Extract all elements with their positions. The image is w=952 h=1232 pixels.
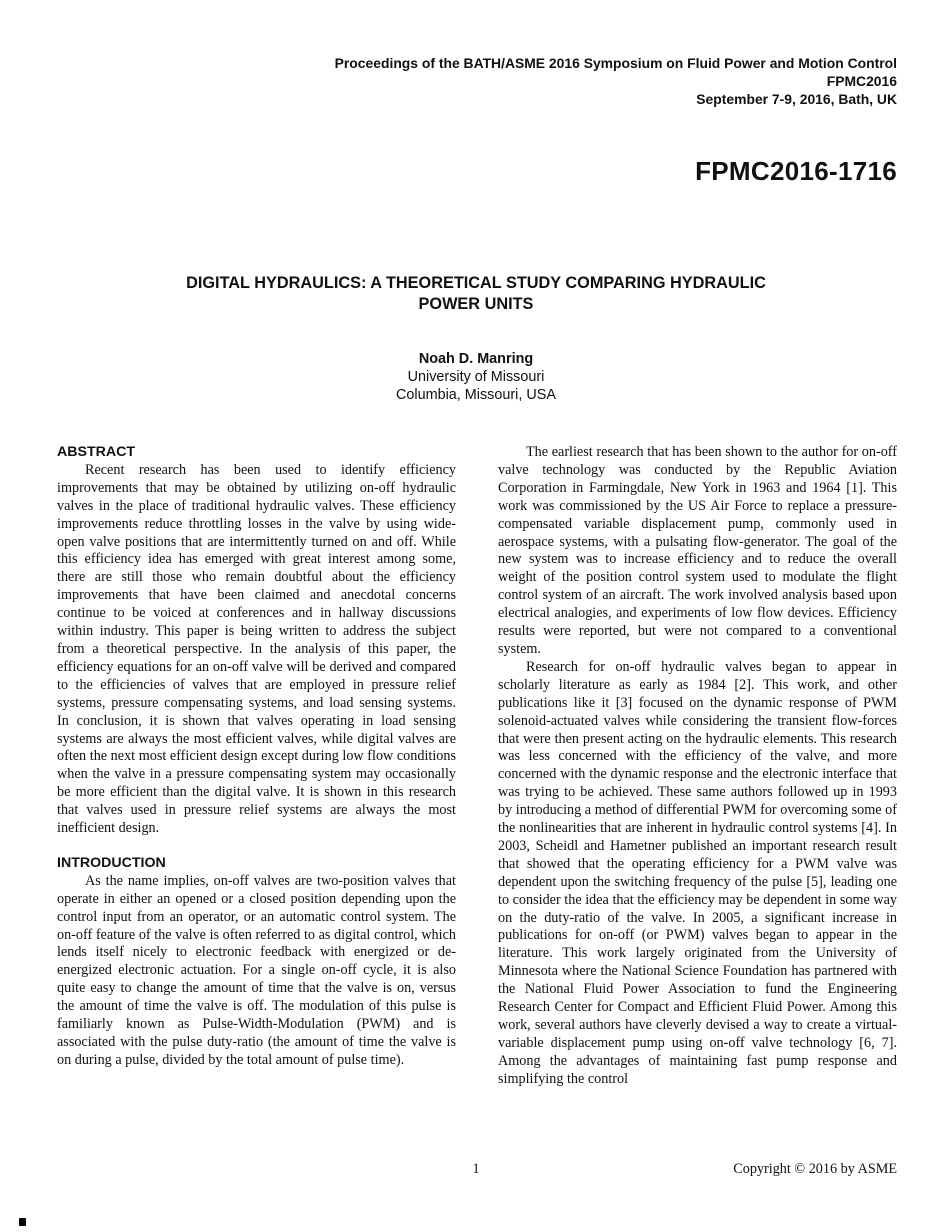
body-paragraph: The earliest research that has been shown to the author for on-off valve technology was conducted by the Republic Aviation Corporation in Farmingdale, New York in 1963 and 1964 [1]. This work was commissioned by the US Air Force to replace a pressure-compensated variable displacement pump, commonly used in aerospace systems, with a pulsating flow-generator. The goal of the new system was to increase efficiency and to reduce the overall weight of the position control system used to modulate the flight control system of an aircraft. The work involved analysis based upon electrical analogies, and experiments of low flow devices. Efficiency results were reported, but were not compared to a conventional system.: [498, 444, 897, 657]
paper-id: FPMC2016-1716: [695, 156, 897, 186]
copyright-notice: Copyright © 2016 by ASME: [733, 1161, 897, 1177]
paper-title: [100, 273, 852, 315]
page-number: 1: [472, 1161, 480, 1177]
author-name: Noah D. Manring: [418, 351, 534, 367]
conference-date-location: September 7-9, 2016, Bath, UK: [696, 91, 897, 107]
introduction-text: As the name implies, on-off valves are two-position valves that operate in either an opened or a closed position depending upon the control input from an operator, or an automatic control system. The on-off feature of the valve is often referred to as digital control, which lends itself nicely to electronic feedback with energized or de-energized electronic actuation. For a single on-off cycle, it is also quite easy to change the amount of time that the valve is on, versus the amount of time the valve is off. The modulation of this pulse is familiarly known as Pulse-Width-Modulation (PWM) and is associated with the pulse duty-ratio (the amount of time the valve is on during a pulse, divided by the total amount of pulse time).: [57, 872, 456, 1068]
paper-title-line-1: DIGITAL HYDRAULICS: A THEORETICAL STUDY COMPARING HYDRAULIC: [186, 274, 766, 292]
left-column: [57, 444, 456, 1070]
abstract-heading: ABSTRACT: [57, 444, 136, 460]
right-column: [498, 444, 897, 1089]
conference-code: FPMC2016: [826, 73, 897, 89]
body-paragraph: Research for on-off hydraulic valves began to appear in scholarly literature as early as 1984 [2]. This work, and other publications like it [3] focused on the dynamic response of PWM solenoid-actuated valves while considering the transient flow-forces that were then present acting on the hydraulic elements. This research was less concerned with the efficiency of the valve, and more concerned with the dynamic response and the electronic interface that was trying to be achieved. These same authors followed up in 1993 by introducing a method of differential PWM for overcoming some of the nonlinearities that are inherent in hydraulic control systems [4]. In 2003, Scheidl and Hametner published an important research result that showed that the operating efficiency for a PWM valve was dependent upon the switching frequency of the pulse [5], leading one to consider the idea that the efficiency may be dependent in some way on the duty-ratio of the valve. In 2005, a significant increase in publications for on-off (or PWM) valves began to appear in the literature. This work largely originated from the University of Minnesota where the National Science Foundation has partnered with the National Fluid Power Association to fund the Engineering Research Center for Compact and Efficient Fluid Power. Among this work, several authors have cleverly devised a way to create a virtual-variable displacement pump using on-off valve technology [6, 7]. Among the advantages of maintaining fast pump response and simplifying the control: [498, 658, 897, 1087]
author-location: Columbia, Missouri, USA: [396, 387, 556, 403]
abstract-text: Recent research has been used to identify efficiency improvements that may be obtained by utilizing on-off hydraulic valves in the place of traditional hydraulic valves. These efficiency improvements reduce throttling losses in the valve by using wide-open valve positions that are intermittently turned on and off. While this efficiency idea has emerged with great interest among some, there are still those who remain doubtful about the efficiency improvements that have been claimed and anecdotal concerns continue to be voiced at conferences and in hallway discussions within industry. This paper is being written to address the subject from a theoretical perspective. In the analysis of this paper, the efficiency equations for an on-off valve will be derived and compared to the efficiencies of valves that are employed in pressure relief systems, pressure compensating systems, and load sensing systems. In conclusion, it is shown that valves operating in load sensing systems are always the most efficient valves, while digital valves are often the next most efficient design except during low flow conditions when the valve in a pressure compensating system may occasionally be more efficient than the digital valve. It is shown in this research that valves used in pressure relief systems are always the most inefficient design.: [57, 461, 456, 837]
corner-mark: [19, 1218, 26, 1226]
paper-title-line-2: POWER UNITS: [418, 295, 534, 313]
proceedings-title: Proceedings of the BATH/ASME 2016 Symposium on Fluid Power and Motion Control: [334, 55, 897, 71]
author-affiliation: University of Missouri: [407, 369, 545, 385]
author-block: [200, 350, 752, 404]
proceedings-header: [137, 54, 897, 108]
introduction-heading: INTRODUCTION: [57, 854, 166, 871]
